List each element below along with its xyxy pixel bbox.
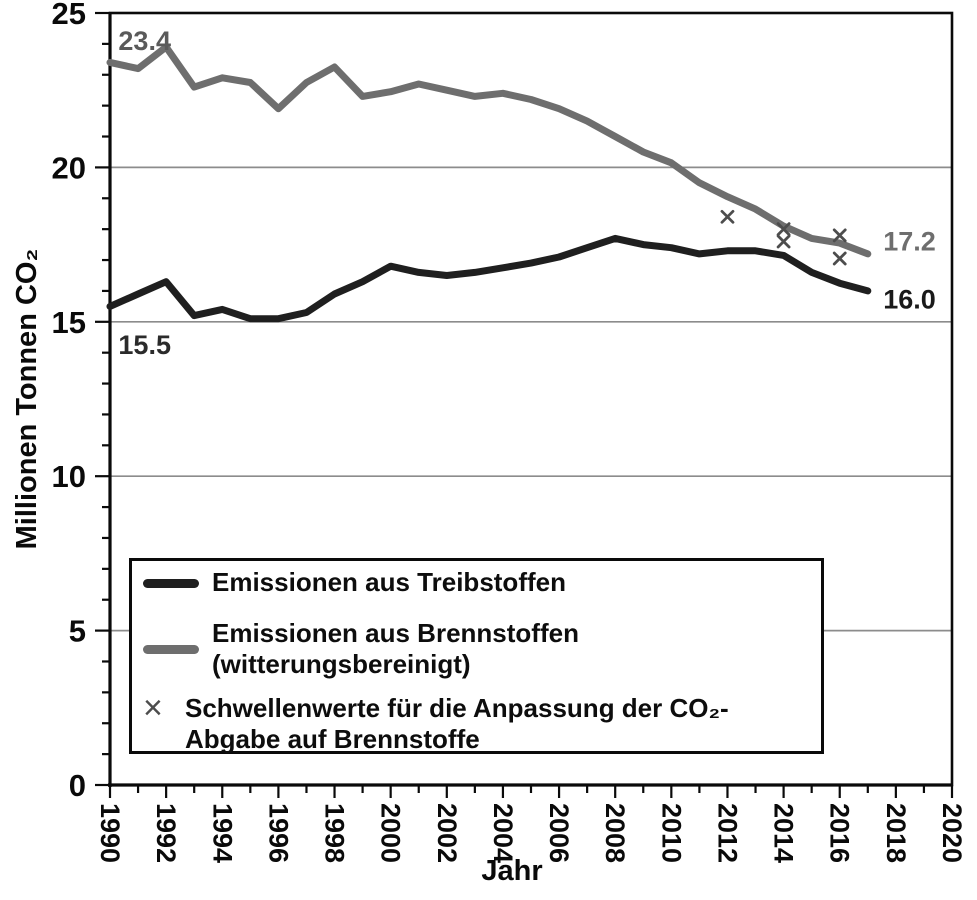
treibstoffe-line-swatch — [143, 579, 199, 588]
threshold-x-marker — [834, 253, 845, 264]
svg-text:2010: 2010 — [656, 803, 687, 864]
svg-text:10: 10 — [51, 459, 86, 495]
threshold-x-marker — [722, 211, 733, 222]
svg-text:1992: 1992 — [151, 803, 182, 864]
threshold-x-marker — [778, 236, 789, 247]
svg-text:1990: 1990 — [95, 803, 125, 864]
annotation-17.2: 17.2 — [883, 226, 936, 257]
svg-text:2002: 2002 — [431, 803, 462, 864]
annotation-23.4: 23.4 — [118, 25, 171, 56]
svg-text:1996: 1996 — [263, 803, 294, 864]
svg-text:2016: 2016 — [824, 803, 855, 864]
svg-text:2020: 2020 — [937, 803, 967, 864]
svg-text:20: 20 — [51, 150, 86, 186]
legend-item-schwellenwerte — [143, 689, 785, 755]
y-axis-title: Millionen Tonnen CO₂ — [11, 248, 43, 550]
svg-text:15: 15 — [51, 304, 86, 340]
svg-text:2014: 2014 — [768, 803, 799, 864]
annotation-15.5: 15.5 — [118, 329, 171, 360]
svg-text:1994: 1994 — [207, 803, 238, 864]
svg-text:1998: 1998 — [319, 803, 350, 864]
svg-text:2004: 2004 — [487, 803, 518, 864]
legend-label-treibstoffe: Emissionen aus Treibstoffen — [212, 567, 566, 598]
svg-text:2008: 2008 — [600, 803, 631, 864]
svg-text:5: 5 — [68, 613, 86, 649]
svg-text:2006: 2006 — [544, 803, 575, 864]
chart-legend — [129, 558, 824, 754]
annotation-16.0: 16.0 — [883, 284, 936, 315]
value-annotations — [118, 26, 935, 360]
svg-text:2018: 2018 — [880, 803, 911, 864]
svg-text:25: 25 — [51, 0, 86, 31]
legend-item-treibstoffe — [143, 567, 566, 599]
legend-label-schwellenwerte: Schwellenwerte für die Anpassung der CO₂-Abgabe auf Brennstoffe — [185, 693, 729, 755]
legend-label-brennstoffe: Emissionen aus Brennstoffen (witterungsbereinigt) — [212, 617, 579, 679]
threshold-x-marker — [834, 230, 845, 241]
brennstoffe-line-swatch — [143, 645, 199, 654]
x-axis-title: Jahr — [481, 855, 543, 887]
svg-text:0: 0 — [68, 768, 86, 803]
legend-item-brennstoffe — [143, 617, 821, 679]
svg-text:2000: 2000 — [375, 803, 406, 864]
y-tick-labels — [52, 0, 86, 803]
x-marker-icon: × — [143, 689, 163, 727]
brennstoffe-line — [110, 47, 868, 254]
treibstoffe-line — [110, 238, 868, 318]
svg-text:2012: 2012 — [712, 803, 743, 864]
